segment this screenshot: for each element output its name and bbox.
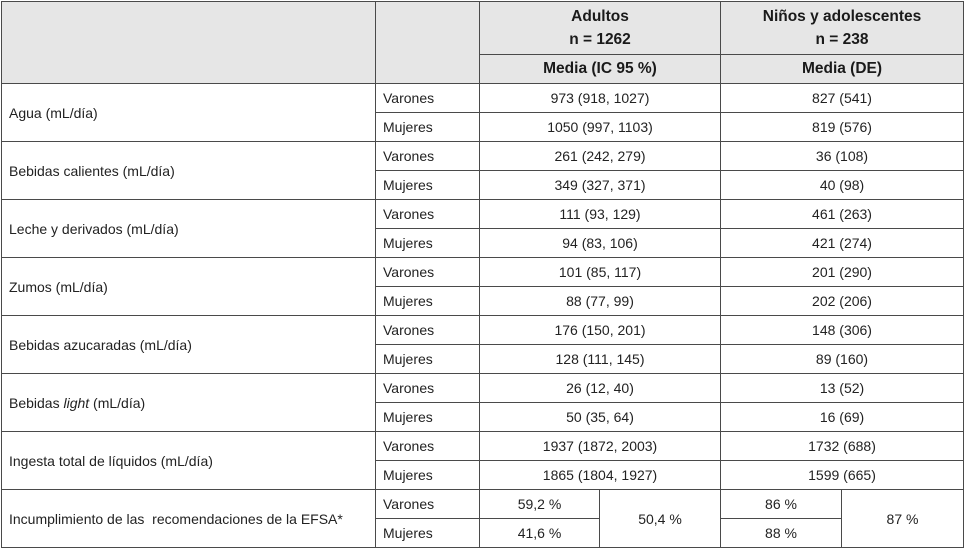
header-children [721,2,964,55]
table-row [2,84,964,113]
adults-value: 50 (35, 64) [480,403,721,432]
sex-cell: Mujeres [376,287,480,316]
children-value: 16 (69) [721,403,964,432]
adults-total-value: 50,4 % [600,490,721,548]
adults-value: 349 (327, 371) [480,171,721,200]
children-value: 13 (52) [721,374,964,403]
children-value: 819 (576) [721,113,964,142]
sex-cell: Varones [376,142,480,171]
adults-value: 59,2 % [480,490,600,519]
label-italic-text: light [63,394,90,411]
row-label-zumos: Zumos (mL/día) [2,258,376,316]
children-value: 1732 (688) [721,432,964,461]
sex-cell: Mujeres [376,403,480,432]
sex-cell: Varones [376,258,480,287]
children-value: 88 % [721,519,842,548]
sex-cell: Mujeres [376,461,480,490]
row-label-bebidas-calientes: Bebidas calientes (mL/día) [2,142,376,200]
sex-cell: Mujeres [376,229,480,258]
table-row [2,374,964,403]
header-adults-stat: Media (IC 95 %) [480,55,721,84]
header-row-groups [2,2,964,55]
header-adults-title: Adultos [571,8,629,25]
children-total-value: 87 % [842,490,964,548]
adults-value: 973 (918, 1027) [480,84,721,113]
children-value: 421 (274) [721,229,964,258]
table-row [2,258,964,287]
header-adults [480,2,721,55]
table-row [2,142,964,171]
header-adults-n: n = 1262 [569,31,631,48]
adults-value: 176 (150, 201) [480,316,721,345]
table-row [2,432,964,461]
adults-value: 111 (93, 129) [480,200,721,229]
header-children-stat: Media (DE) [721,55,964,84]
header-children-n: n = 238 [815,31,869,48]
children-value: 36 (108) [721,142,964,171]
children-value: 201 (290) [721,258,964,287]
adults-value: 1865 (1804, 1927) [480,461,721,490]
row-label-incumplimiento: Incumplimiento de las recomendaciones de la EFSA* [2,490,376,548]
children-value: 827 (541) [721,84,964,113]
adults-value: 1050 (997, 1103) [480,113,721,142]
adults-value: 88 (77, 99) [480,287,721,316]
row-label-ingesta-total: Ingesta total de líquidos (mL/día) [2,432,376,490]
sex-cell: Varones [376,84,480,113]
adults-value: 26 (12, 40) [480,374,721,403]
label-text: Bebidas [9,394,64,411]
row-label-agua: Agua (mL/día) [2,84,376,142]
table-row [2,490,964,519]
row-label-leche: Leche y derivados (mL/día) [2,200,376,258]
adults-value: 41,6 % [480,519,600,548]
adults-value: 1937 (1872, 2003) [480,432,721,461]
sex-cell: Varones [376,200,480,229]
children-value: 89 (160) [721,345,964,374]
adults-value: 94 (83, 106) [480,229,721,258]
table-row [2,200,964,229]
sex-cell: Varones [376,316,480,345]
children-value: 202 (206) [721,287,964,316]
row-label-bebidas-light [2,374,376,432]
sex-cell: Varones [376,490,480,519]
header-blank-category [2,2,376,84]
children-value: 1599 (665) [721,461,964,490]
sex-cell: Varones [376,432,480,461]
sex-cell: Mujeres [376,113,480,142]
table-row [2,316,964,345]
adults-value: 261 (242, 279) [480,142,721,171]
header-blank-sex [376,2,480,84]
fluid-intake-table [1,1,964,548]
children-value: 461 (263) [721,200,964,229]
children-value: 86 % [721,490,842,519]
sex-cell: Varones [376,374,480,403]
label-text: (mL/día) [89,394,146,411]
adults-value: 128 (111, 145) [480,345,721,374]
sex-cell: Mujeres [376,171,480,200]
adults-value: 101 (85, 117) [480,258,721,287]
children-value: 40 (98) [721,171,964,200]
sex-cell: Mujeres [376,519,480,548]
sex-cell: Mujeres [376,345,480,374]
header-children-title: Niños y adolescentes [762,8,922,25]
children-value: 148 (306) [721,316,964,345]
row-label-bebidas-azucaradas: Bebidas azucaradas (mL/día) [2,316,376,374]
